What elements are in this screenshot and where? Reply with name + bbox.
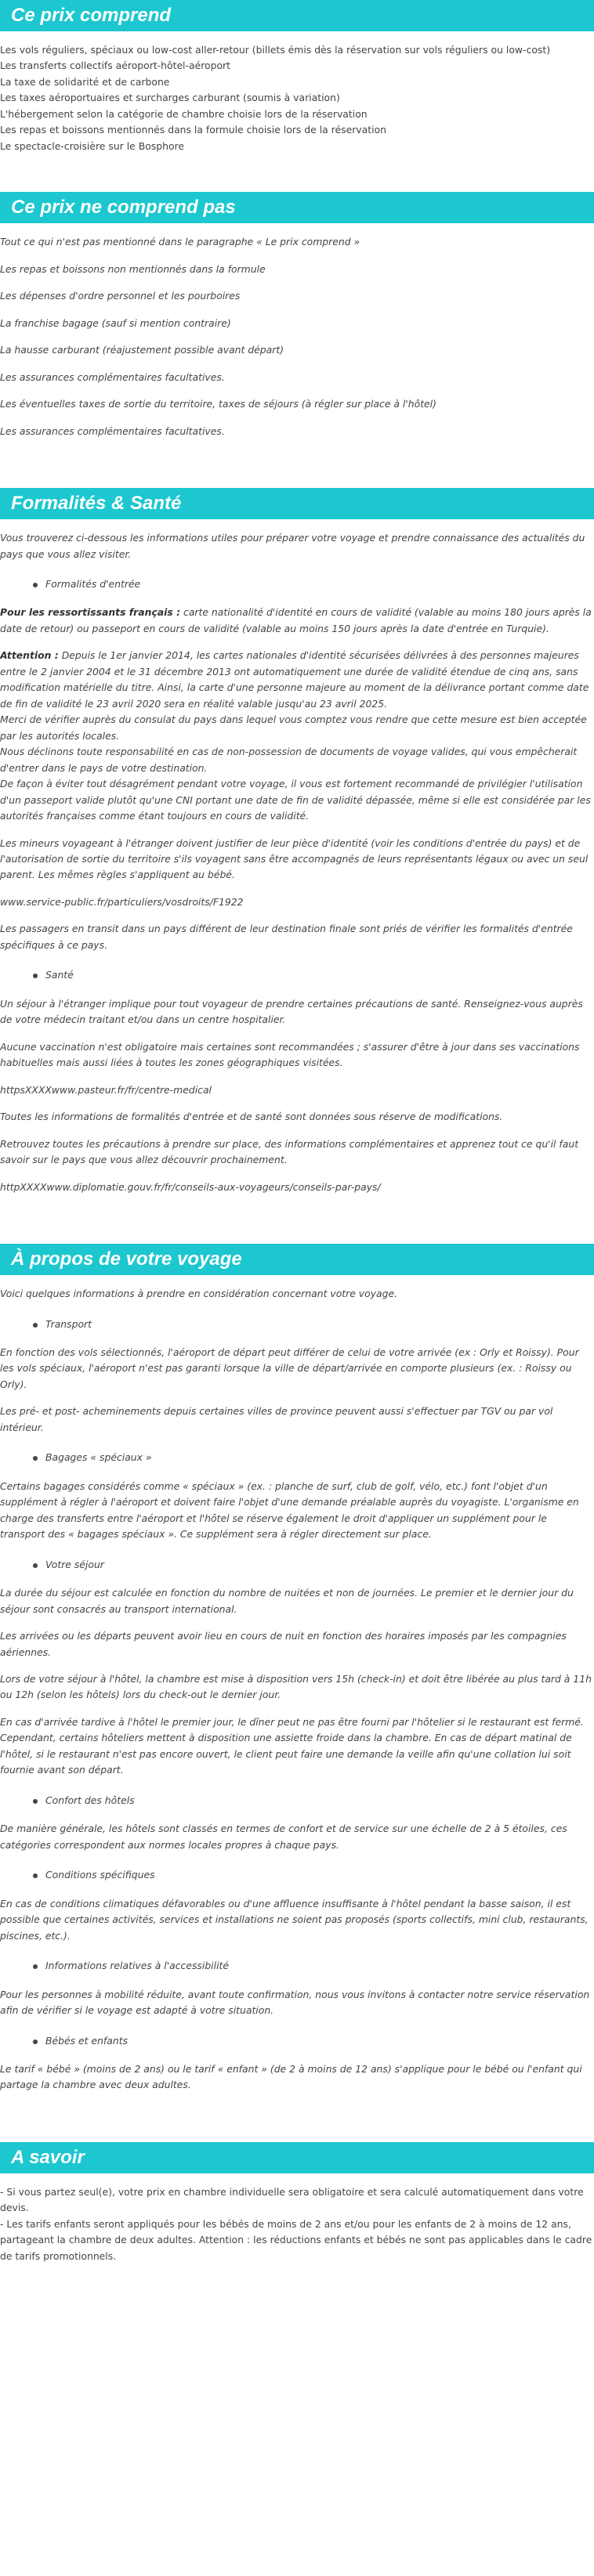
know-paragraph: - Les tarifs enfants seront appliqués pour les bébés de moins de 2 ans et/ou pour les enfants de 2 à moins de 12 ans, partageant la chambre de deux adultes. Attention : les réductions enfants et bébés ne sont pas applicables dans le cadre de tarifs promotionnels. xyxy=(0,2217,592,2262)
bullet-luggage xyxy=(0,1450,594,1465)
bullet-health xyxy=(0,967,594,983)
babies-paragraph: Le tarif « bébé » (moins de 2 ans) ou le tarif « enfant » (de 2 à moins de 12 ans) s'applique pour le bébé ou l'enfant qui partage la chambre avec deux adultes. xyxy=(0,2062,582,2091)
attention-label: Attention : xyxy=(0,649,59,662)
babies-heading: Bébés et enfants xyxy=(45,2034,129,2047)
luggage-heading: Bagages « spéciaux » xyxy=(45,1451,152,1464)
attention-paragraph xyxy=(0,648,594,712)
list-item: Le spectacle-croisière sur le Bosphore xyxy=(0,139,184,152)
entry-heading: Formalités d'entrée xyxy=(45,577,141,590)
section-title-formalities: Formalités & Santé xyxy=(0,488,594,519)
list-item: Les repas et boissons non mentionnés dans la formule xyxy=(0,262,266,275)
bullet-babies xyxy=(0,2033,594,2049)
reserve-paragraph: Toutes les informations de formalités d'entrée et de santé sont données sous réserve de modifications. xyxy=(0,1111,503,1123)
list-item: Les taxes aéroportuaires et surcharges carburant (soumis à variation) xyxy=(0,92,340,104)
bullet-dot-icon xyxy=(33,1799,38,1804)
nationals-paragraph xyxy=(0,605,594,637)
transport-paragraph: Les pré- et post- acheminements depuis certaines villes de province peuvent aussi s'effectuer par TGV ou par vol intérieur. xyxy=(0,1405,553,1433)
bullet-dot-icon xyxy=(33,1323,38,1328)
bullet-comfort xyxy=(0,1793,594,1808)
nationals-text: carte nationalité d'identité en cours de validité (valable au moins 180 jours après la date de retour) ou passeport en cours de validité (valable au moins 150 jours après la date d'entrée en Turquie). xyxy=(0,606,592,634)
accessibility-heading: Informations relatives à l'accessibilité xyxy=(45,1960,229,1972)
bullet-entry xyxy=(0,576,594,592)
service-public-link: www.service-public.fr/particuliers/vosdroits/F1922 xyxy=(0,895,244,908)
vaccines-paragraph: Aucune vaccination n'est obligatoire mais certaines sont recommandées ; s'assurer d'être à jour dans ses vaccinations habituelles mais aussi liées à toutes les zones géographiques visitées. xyxy=(0,1040,580,1069)
transport-paragraph: En fonction des vols sélectionnés, l'aéroport de départ peut différer de celui de votre arrivée (ex : Orly et Roissy). Pour les vols spéciaux, l'aéroport n'est pas garanti lorsque la ville de départ/arrivée en comporte plusieurs (ex. : Roissy ou Orly). xyxy=(0,1346,579,1390)
section-title-know: A savoir xyxy=(0,2142,594,2173)
conditions-paragraph: En cas de conditions climatiques défavorables ou d'une affluence insuffisante à l'hôtel pendant la basse saison, il est possible que certaines activités, services et installations ne soient pas proposés (sports collectifs, mini club, restaurants, piscines, etc.). xyxy=(0,1897,589,1942)
know-body xyxy=(0,2184,594,2264)
pasteur-link: httpsXXXXwww.pasteur.fr/fr/centre-medical xyxy=(0,1083,212,1096)
bullet-dot-icon xyxy=(33,1964,38,1969)
know-paragraph: - Si vous partez seul(e), votre prix en chambre individuelle sera obligatoire et sera calculé automatiquement dans votre devis. xyxy=(0,2185,584,2214)
list-item: La franchise bagage (sauf si mention contraire) xyxy=(0,316,231,329)
list-item: L'hébergement selon la catégorie de chambre choisie lors de la réservation xyxy=(0,107,368,120)
bullet-dot-icon xyxy=(33,1873,38,1878)
stay-paragraph: La durée du séjour est calculée en fonction du nombre de nuitées et non de journées. Le premier et le dernier jour du séjour sont consacrés au transport international. xyxy=(0,1587,574,1615)
list-item: Les transferts collectifs aéroport-hôtel-aéroport xyxy=(0,60,230,72)
section-title-includes: Ce prix comprend xyxy=(0,0,594,31)
luggage-paragraph: Certains bagages considérés comme « spéciaux » (ex. : planche de surf, club de golf, vélo, etc.) font l'objet d'un supplément à régler à l'aéroport et doivent faire l'objet d'une demande préalable auprès du voyagiste. L'organisme en charge des transferts entre l'aéroport et l'hôtel se réserve également le droit d'appliquer un supplément pour le transport des « bagages spéciaux ». Ce supplément sera à régler directement sur place. xyxy=(0,1479,579,1541)
bullet-dot-icon xyxy=(33,1563,38,1568)
transit-paragraph: Les passagers en transit dans un pays différent de leur destination finale sont priés de vérifier les formalités d'entrée spécifiques à ce pays. xyxy=(0,923,573,951)
conditions-heading: Conditions spécifiques xyxy=(45,1869,155,1881)
bullet-dot-icon xyxy=(33,1456,38,1461)
section-title-excludes: Ce prix ne comprend pas xyxy=(0,192,594,223)
comfort-paragraph: De manière générale, les hôtels sont classés en termes de confort et de service sur une échelle de 2 à 5 étoiles, ces catégories correspondent aux normes locales propres à chaque pays. xyxy=(0,1823,567,1851)
transport-heading: Transport xyxy=(45,1317,92,1330)
verify-paragraph: Merci de vérifier auprès du consulat du pays dans lequel vous comptez vous rendre que cette mesure est bien acceptée par les autorités locales. xyxy=(0,714,587,742)
section-excludes xyxy=(0,192,594,439)
formalities-intro: Vous trouverez ci-dessous les informations utiles pour préparer votre voyage et prendre connaissance des actualités du pays que vous allez visiter. xyxy=(0,532,585,560)
list-item: Les dépenses d'ordre personnel et les pourboires xyxy=(0,290,241,302)
bullet-dot-icon xyxy=(33,974,38,978)
advice-paragraph: De façon à éviter tout désagrément pendant votre voyage, il vous est fortement recommandé de privilégier l'utilisation d'un passeport valide plutôt qu'une CNI portant une date de fin de validité dépassée, même si elle est considérée par les autorités françaises comme étant toujours en cours de validité. xyxy=(0,778,591,822)
stay-heading: Votre séjour xyxy=(45,1558,104,1570)
bullet-stay xyxy=(0,1557,594,1573)
list-item: Les vols réguliers, spéciaux ou low-cost aller-retour (billets émis dès la réservation sur vols réguliers ou low-cost) xyxy=(0,44,551,56)
includes-list xyxy=(0,42,594,154)
accessibility-paragraph: Pour les personnes à mobilité réduite, avant toute confirmation, nous vous invitons à contacter notre service réservation afin de vérifier si le voyage est adapté à votre situation. xyxy=(0,1988,590,2017)
decline-paragraph: Nous déclinons toute responsabilité en cas de non-possession de documents de voyage valides, qui vous empêcherait d'entrer dans le pays de votre destination. xyxy=(0,746,578,774)
list-item: Les assurances complémentaires facultatives. xyxy=(0,370,225,383)
health-heading: Santé xyxy=(45,969,74,981)
section-about xyxy=(0,1244,594,2094)
list-item: La taxe de solidarité et de carbone xyxy=(0,75,170,88)
comfort-heading: Confort des hôtels xyxy=(45,1794,135,1806)
section-formalities xyxy=(0,488,594,1195)
diplomatie-link: httpXXXXwww.diplomatie.gouv.fr/fr/conseils-aux-voyageurs/conseils-par-pays/ xyxy=(0,1180,381,1193)
bullet-dot-icon xyxy=(33,2039,38,2044)
about-intro: Voici quelques informations à prendre en considération concernant votre voyage. xyxy=(0,1288,398,1300)
section-know xyxy=(0,2142,594,2264)
bullet-accessibility xyxy=(0,1958,594,1974)
stay-paragraph: En cas d'arrivée tardive à l'hôtel le premier jour, le dîner peut ne pas être fourni par l'hôtelier si le restaurant est fermé. Cependant, certains hôteliers mettent à disposition une assiette froide dans la chambre. En cas de départ matinal de l'hôtel, si le restaurant n'est pas encore ouvert, le client peut faire une demande la veille afin qu'une collation lui soit fournie avant son départ. xyxy=(0,1715,584,1776)
bullet-transport xyxy=(0,1317,594,1332)
nationals-label: Pour les ressortissants français : xyxy=(0,606,181,619)
bullet-conditions xyxy=(0,1867,594,1883)
list-item: Tout ce qui n'est pas mentionné dans le paragraphe « Le prix comprend » xyxy=(0,236,360,248)
health-intro: Un séjour à l'étranger implique pour tout voyageur de prendre certaines précautions de santé. Renseignez-vous auprès de votre médecin traitant et/ou dans un centre hospitalier. xyxy=(0,997,583,1026)
list-item: Les repas et boissons mentionnés dans la formule choisie lors de la réservation xyxy=(0,124,386,136)
section-title-about: À propos de votre voyage xyxy=(0,1244,594,1275)
list-item: Les éventuelles taxes de sortie du territoire, taxes de séjours (à régler sur place à l'hôtel) xyxy=(0,398,436,410)
more-paragraph: Retrouvez toutes les précautions à prendre sur place, des informations complémentaires et apprenez tout ce qu'il faut savoir sur le pays que vous allez découvrir prochainement. xyxy=(0,1137,579,1166)
list-item: Les assurances complémentaires facultatives. xyxy=(0,425,225,437)
stay-paragraph: Lors de votre séjour à l'hôtel, la chambre est mise à disposition vers 15h (check-in) et doit être libérée au plus tard à 11h ou 12h (selon les hôtels) lors du check-out le dernier jour. xyxy=(0,1673,592,1701)
section-includes xyxy=(0,0,594,154)
bullet-dot-icon xyxy=(33,583,38,587)
minors-paragraph: Les mineurs voyageant à l'étranger doivent justifier de leur pièce d'identité (voir les conditions d'entrée du pays) et de l'autorisation de sortie du territoire s'ils voyagent sans être accompagnés de leurs représentants légaux ou avec un seul parent. Les mêmes règles s'appliquent au bébé. xyxy=(0,836,589,881)
excludes-list xyxy=(0,234,594,439)
formalities-body xyxy=(0,530,594,1195)
attention-text: Depuis le 1er janvier 2014, les cartes nationales d'identité sécurisées délivrées à des personnes majeures entre le 2 janvier 2004 et le 31 décembre 2013 ont automatiquement une durée de validité étendue de cinq ans, sans modification matérielle du titre. Ainsi, la carte d'une personne majeure au moment de la délivrance portant comme date de fin de validité le 23 avril 2020 sera en réalité valable jusqu'au 23 avril 2025. xyxy=(0,649,589,710)
list-item: La hausse carburant (réajustement possible avant départ) xyxy=(0,344,284,356)
about-body xyxy=(0,1286,594,2094)
stay-paragraph: Les arrivées ou les départs peuvent avoir lieu en cours de nuit en fonction des horaires imposés par les compagnies aériennes. xyxy=(0,1630,567,1658)
